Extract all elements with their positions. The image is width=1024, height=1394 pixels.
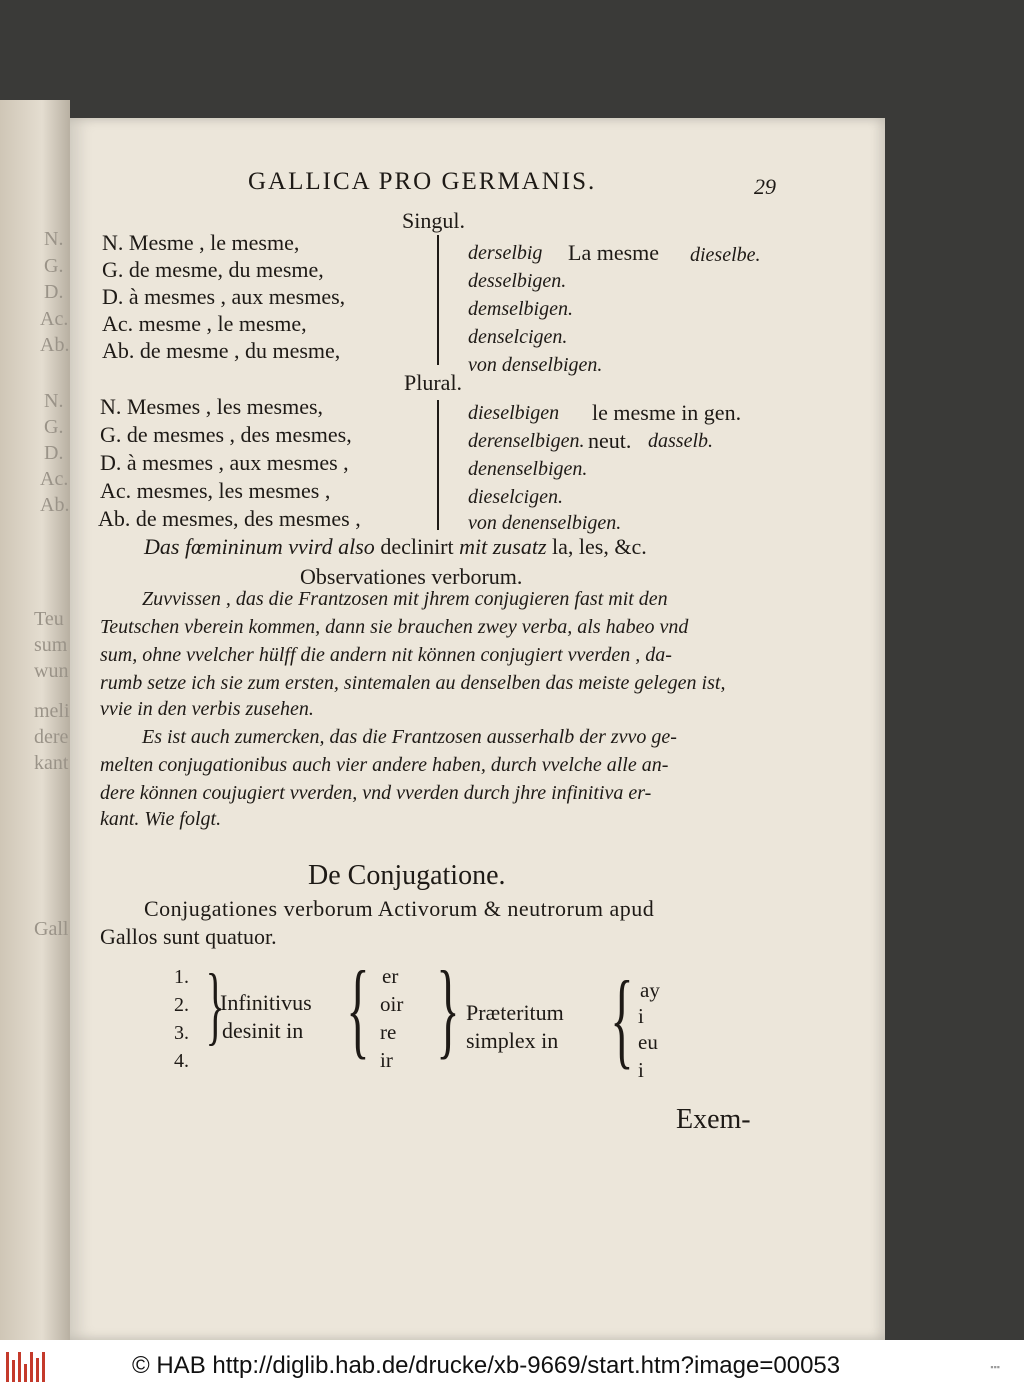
infinitive-ending: er <box>382 964 399 988</box>
french-note: le mesme in gen. <box>592 400 742 425</box>
brace-glyph: } <box>436 950 460 1069</box>
left-fragment: wun <box>34 660 69 682</box>
left-fragment: G. <box>44 416 64 438</box>
paragraph-line: vvie in den verbis zusehen. <box>100 698 314 720</box>
left-fragment: Ab. <box>40 334 70 356</box>
left-fragment: meli <box>34 700 70 722</box>
feminine-note <box>144 534 647 560</box>
preterite-ending: i <box>638 1004 644 1028</box>
note-text: declinirt <box>380 534 454 559</box>
german-form: dieselcigen. <box>468 486 563 508</box>
note-text: mit zusatz <box>459 534 547 559</box>
left-fragment: Gall <box>34 918 69 940</box>
preterite-ending: i <box>638 1058 644 1082</box>
left-fragment: Ac. <box>40 308 69 330</box>
german-form: denselcigen. <box>468 326 568 348</box>
left-fragment: N. <box>44 228 64 250</box>
left-fragment: Ab. <box>40 494 70 516</box>
infinitive-ending: ir <box>380 1048 393 1072</box>
paragraph-line: Zuvvissen , das die Frantzosen mit jhrem conjugieren fast mit den <box>142 588 668 610</box>
paragraph-line: melten conjugationibus auch vier andere haben, durch vvelche alle an- <box>100 754 669 776</box>
page-number: 29 <box>754 174 776 199</box>
latin-form: Ac. mesmes, les mesmes , <box>100 478 331 503</box>
left-fragment: G. <box>44 255 64 277</box>
hab-logo-icon <box>6 1352 46 1382</box>
gender-note: neut. <box>588 428 632 453</box>
german-form: derenselbigen. <box>468 430 585 452</box>
note-text: Das fœmininum <box>144 534 283 559</box>
german-form: dieselbe. <box>690 244 761 266</box>
infinitive-label: Infinitivus <box>220 990 312 1015</box>
latin-form: D. à mesmes , aux mesmes , <box>100 450 349 475</box>
german-form: denenselbigen. <box>468 458 588 480</box>
facing-page-edge <box>0 100 70 1340</box>
paragraph-line: Teutschen vberein kommen, dann sie brauchen zwey verba, als habeo vnd <box>100 616 689 638</box>
section-heading: Observationes verborum. <box>300 564 523 589</box>
latin-form: G. de mesme, du mesme, <box>102 257 324 282</box>
conjugation-intro: Conjugationes verborum Activorum & neutrorum apud <box>144 896 655 921</box>
left-fragment: kant <box>34 752 69 774</box>
footer-mark-icon: ▪▪▪ <box>990 1362 1000 1372</box>
german-form: demselbigen. <box>468 298 573 320</box>
running-header: GALLICA PRO GERMANIS. <box>248 168 597 195</box>
latin-form: N. Mesme , le mesme, <box>102 230 300 255</box>
singular-label: Singul. <box>402 208 465 233</box>
left-fragment: Ac. <box>40 468 69 490</box>
book-page <box>70 118 885 1340</box>
paragraph-line: rumb setze ich sie zum ersten, sintemalen au denselben das meiste gelegen ist, <box>100 672 726 694</box>
latin-form: Ac. mesme , le mesme, <box>102 311 307 336</box>
left-fragment: dere <box>34 726 69 748</box>
latin-form: Ab. de mesmes, des mesmes , <box>98 506 361 531</box>
column-rule <box>437 400 439 530</box>
preterite-ending: ay <box>640 978 660 1002</box>
latin-form: N. Mesmes , les mesmes, <box>100 394 324 419</box>
french-form: La mesme <box>568 240 660 265</box>
latin-form: D. à mesmes , aux mesmes, <box>102 284 346 309</box>
brace-glyph: { <box>346 950 370 1069</box>
german-form: dasselb. <box>648 430 713 452</box>
paragraph-line: kant. Wie folgt. <box>100 808 222 830</box>
preterite-label: Præteritum <box>466 1000 564 1025</box>
left-fragment: D. <box>44 281 64 303</box>
left-fragment: Teu <box>34 608 64 630</box>
infinitive-label: desinit in <box>222 1018 304 1043</box>
catchword: Exem- <box>676 1104 751 1135</box>
german-form: desselbigen. <box>468 270 567 292</box>
paragraph-line: sum, ohne vvelcher hülff die andern nit können conjugiert vverden , da- <box>100 644 672 666</box>
left-fragment: sum <box>34 634 68 656</box>
paragraph-line: Es ist auch zumercken, das die Frantzosen ausserhalb der zvvo ge- <box>142 726 677 748</box>
infinitive-ending: re <box>380 1020 397 1044</box>
latin-form: G. de mesmes , des mesmes, <box>100 422 352 447</box>
plural-label: Plural. <box>404 370 463 395</box>
conjugation-heading: De Conjugatione. <box>308 860 506 891</box>
conjugation-number: 2. <box>174 994 189 1016</box>
latin-form: Ab. de mesme , du mesme, <box>102 338 341 363</box>
source-link[interactable]: © HAB http://diglib.hab.de/drucke/xb-9669/start.htm?image=00053 <box>132 1352 841 1379</box>
preterite-label: simplex in <box>466 1028 559 1053</box>
paragraph-line: dere können coujugiert vverden, vnd vverden durch jhre infinitiva er- <box>100 782 652 804</box>
conjugation-intro: Gallos sunt quatuor. <box>100 924 277 949</box>
left-fragment: D. <box>44 442 64 464</box>
german-form: von denselbigen. <box>468 354 603 376</box>
footer-bar <box>0 1340 1024 1394</box>
german-form: von denenselbigen. <box>468 512 622 534</box>
conjugation-number: 1. <box>174 966 189 988</box>
note-text: la, les, &c. <box>552 534 647 559</box>
german-form: derselbig <box>468 242 543 264</box>
german-form: dieselbigen <box>468 402 560 424</box>
conjugation-number: 3. <box>174 1022 189 1044</box>
brace-glyph: } <box>205 957 225 1054</box>
column-rule <box>437 235 439 365</box>
brace-glyph: { <box>610 960 634 1079</box>
infinitive-ending: oir <box>380 992 404 1016</box>
left-fragment: N. <box>44 390 64 412</box>
note-text: vvird also <box>288 534 375 559</box>
preterite-ending: eu <box>638 1030 658 1054</box>
conjugation-number: 4. <box>174 1050 189 1072</box>
